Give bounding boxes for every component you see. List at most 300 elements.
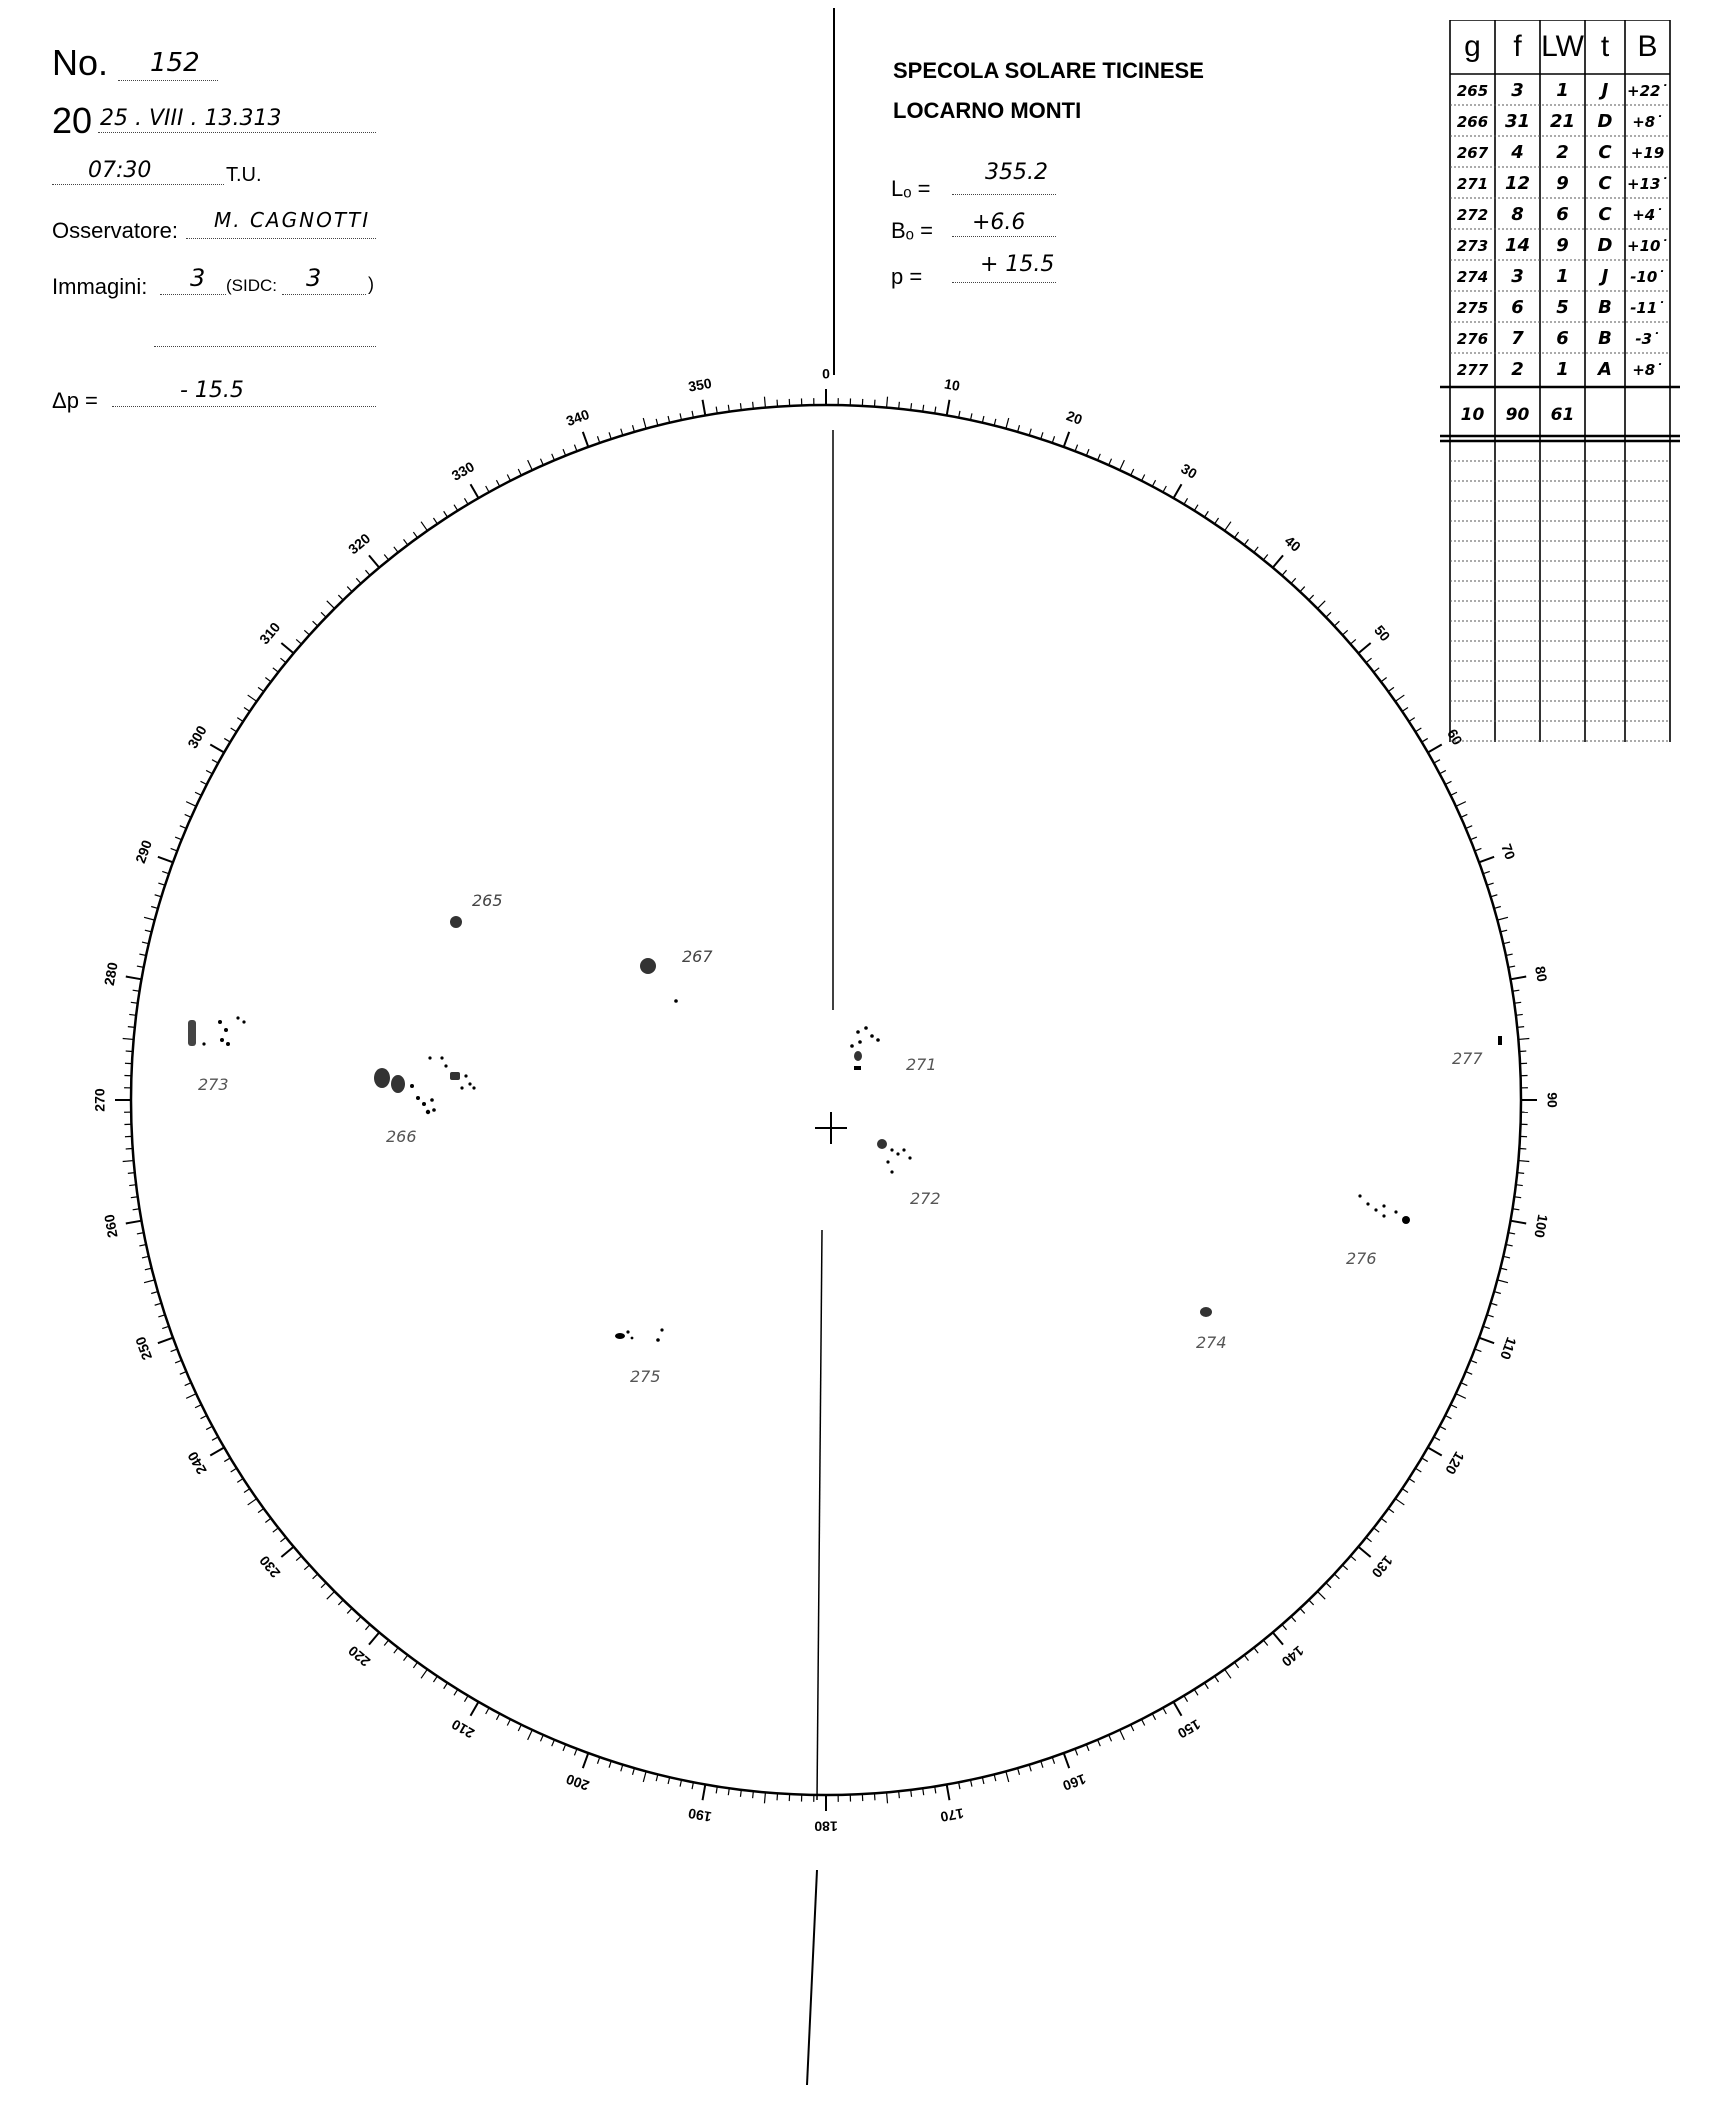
table-cell: 2	[1511, 359, 1524, 380]
degree-tick	[887, 1792, 888, 1803]
degree-tick	[1500, 1268, 1507, 1270]
degree-tick	[265, 678, 271, 682]
degree-tick	[1351, 639, 1356, 644]
degree-tick	[210, 1448, 224, 1456]
degree-tick	[1120, 1730, 1125, 1740]
degree-tick	[237, 1479, 243, 1483]
scale-label-120: 120	[1442, 1449, 1468, 1478]
degree-tick	[1194, 505, 1198, 511]
degree-tick	[171, 1349, 178, 1352]
degree-tick	[982, 416, 984, 423]
degree-tick	[1205, 511, 1209, 517]
degree-tick	[1086, 1744, 1089, 1750]
degree-tick	[244, 1489, 250, 1493]
scale-label-170: 170	[939, 1805, 966, 1826]
degree-tick	[911, 1790, 912, 1797]
degree-tick	[486, 486, 489, 492]
degree-tick	[1244, 539, 1248, 545]
degree-tick	[1451, 792, 1457, 795]
degree-tick	[1282, 1625, 1287, 1630]
table-cell: 272	[1456, 206, 1489, 224]
degree-tick	[1497, 1280, 1508, 1283]
degree-tick	[947, 400, 950, 416]
degree-tick	[1184, 1696, 1188, 1702]
degree-tick	[911, 403, 912, 410]
sunspots-273	[188, 1016, 246, 1046]
degree-tick	[1479, 857, 1494, 862]
degree-tick	[621, 1765, 623, 1772]
table-cell: C	[1598, 173, 1612, 194]
degree-tick	[142, 1256, 149, 1258]
degree-tick	[384, 554, 388, 559]
table-cell: 273	[1456, 237, 1489, 255]
degree-tick	[609, 432, 611, 439]
degree-tick	[597, 436, 599, 443]
degree-tick	[126, 1221, 142, 1224]
group-label-267: 267	[682, 947, 713, 966]
degree-tick	[195, 1405, 201, 1408]
degree-tick	[1518, 1161, 1529, 1162]
observer-value: M. CAGNOTTI	[214, 208, 371, 232]
table-cell: 267	[1456, 144, 1489, 162]
degree-tick	[186, 802, 196, 807]
degree-tick	[1510, 1221, 1526, 1224]
degree-tick	[1409, 1479, 1415, 1483]
degree-tick	[1445, 781, 1451, 784]
degree-ticks	[115, 389, 1537, 1811]
group-label-275: 275	[630, 1367, 661, 1386]
degree-tick	[1041, 432, 1043, 439]
images-label: Immagini:	[52, 274, 148, 299]
sunspots-271	[850, 1026, 880, 1070]
degree-tick	[1326, 612, 1331, 617]
degree-tick	[1142, 475, 1145, 481]
degree-tick	[413, 1662, 417, 1668]
table-header-f: f	[1513, 30, 1522, 63]
table-cell: +8˙	[1632, 361, 1663, 379]
table-cell: 2	[1556, 142, 1569, 163]
degree-tick	[201, 781, 207, 784]
degree-tick	[1466, 826, 1472, 829]
degree-tick	[1254, 1648, 1258, 1654]
degree-tick	[1152, 480, 1155, 486]
degree-tick	[139, 954, 146, 955]
degree-tick	[1456, 802, 1466, 807]
degree-tick	[1152, 1714, 1155, 1720]
degree-tick	[1487, 883, 1494, 885]
table-cell: A	[1598, 359, 1612, 380]
scale-label-100: 100	[1531, 1213, 1552, 1240]
degree-tick	[1506, 954, 1513, 955]
degree-tick	[1334, 621, 1339, 626]
degree-tick	[563, 1744, 566, 1750]
table-cell: -3˙	[1635, 330, 1660, 348]
degree-tick	[1317, 1591, 1325, 1599]
degree-tick	[1475, 1349, 1482, 1352]
degree-tick	[212, 760, 218, 763]
degree-tick	[574, 445, 577, 452]
sidc-label: (SIDC:	[226, 276, 277, 295]
degree-tick	[1517, 1027, 1524, 1028]
degree-tick	[1052, 1757, 1054, 1764]
degree-tick	[175, 1360, 181, 1363]
table-cell: 6	[1556, 328, 1569, 349]
scale-label-270: 270	[91, 1088, 108, 1112]
degree-tick	[123, 1038, 134, 1039]
degree-tick	[404, 1655, 408, 1661]
degree-tick	[1428, 1448, 1442, 1456]
degree-tick	[1366, 1537, 1371, 1541]
table-header-g: g	[1464, 30, 1481, 63]
degree-tick	[887, 397, 888, 408]
degree-tick	[1516, 1014, 1523, 1015]
degree-scale-labels	[92, 366, 1561, 1835]
degree-tick	[680, 413, 681, 420]
degree-tick	[1487, 1315, 1494, 1317]
table-cell: 21	[1549, 111, 1576, 132]
degree-tick	[1109, 1735, 1112, 1741]
table-cell: 31	[1504, 111, 1531, 132]
degree-tick	[1029, 1765, 1031, 1772]
degree-tick	[384, 1640, 388, 1645]
scale-label-220: 220	[345, 1642, 374, 1671]
degree-tick	[643, 418, 646, 429]
degree-tick	[656, 1774, 658, 1781]
degree-tick	[171, 848, 178, 851]
degree-tick	[583, 432, 588, 447]
degree-tick	[201, 1416, 207, 1419]
degree-tick	[365, 1625, 370, 1630]
scale-label-200: 200	[563, 1770, 592, 1795]
degree-tick	[1415, 1468, 1421, 1472]
degree-tick	[142, 942, 149, 944]
degree-tick	[244, 707, 250, 711]
degree-tick	[1358, 643, 1370, 653]
degree-tick	[1388, 1509, 1394, 1513]
degree-tick	[180, 826, 186, 829]
table-cell: 266	[1456, 113, 1489, 131]
degree-tick	[1428, 745, 1442, 753]
degree-tick	[139, 1244, 146, 1245]
degree-tick	[1263, 1640, 1267, 1645]
degree-tick	[574, 1749, 577, 1756]
degree-tick	[1086, 449, 1089, 455]
degree-tick	[1491, 895, 1498, 897]
degree-tick	[313, 1574, 318, 1579]
degree-tick	[1351, 1556, 1356, 1561]
degree-tick	[1374, 668, 1380, 672]
scale-label-110: 110	[1497, 1335, 1520, 1362]
degree-tick	[1174, 1702, 1182, 1716]
time-value: 07:30	[88, 158, 152, 183]
bo-label: Bₒ =	[891, 218, 933, 243]
degree-tick	[1317, 601, 1325, 609]
degree-tick	[1479, 1338, 1494, 1343]
degree-tick	[296, 639, 301, 644]
degree-tick	[237, 718, 243, 722]
degree-tick	[433, 1676, 437, 1682]
degree-tick	[158, 1315, 165, 1317]
table-header-B: B	[1637, 30, 1658, 63]
degree-tick	[421, 1669, 427, 1678]
degree-tick	[1235, 532, 1239, 538]
degree-tick	[583, 1753, 588, 1768]
scale-label-50: 50	[1371, 622, 1394, 645]
table-cell: 274	[1456, 268, 1489, 286]
scale-label-40: 40	[1281, 532, 1304, 555]
table-cell: +10˙	[1627, 237, 1668, 255]
degree-tick	[471, 484, 479, 498]
degree-tick	[528, 1730, 533, 1740]
degree-tick	[1510, 977, 1526, 980]
degree-tick	[1409, 718, 1415, 722]
degree-tick	[1395, 1499, 1404, 1505]
degree-tick	[224, 1458, 230, 1462]
degree-tick	[1374, 1528, 1380, 1532]
degree-tick	[369, 555, 379, 567]
degree-tick	[1517, 1173, 1524, 1174]
year-prefix: 20	[52, 100, 93, 141]
table-cell: B	[1598, 328, 1612, 349]
degree-tick	[1215, 518, 1219, 524]
degree-tick	[1041, 1761, 1043, 1768]
table-cell: 8	[1511, 204, 1524, 225]
degree-tick	[486, 1708, 489, 1714]
degree-tick	[1366, 658, 1371, 662]
degree-tick	[970, 1780, 971, 1787]
group-label-277: 277	[1452, 1049, 1483, 1068]
degree-tick	[356, 578, 361, 583]
sunspot-277	[1498, 1036, 1502, 1045]
degree-tick	[1029, 429, 1031, 436]
degree-tick	[1470, 837, 1476, 840]
degree-tick	[1215, 1676, 1219, 1682]
degree-tick	[994, 419, 996, 426]
degree-tick	[753, 1791, 754, 1798]
scale-label-240: 240	[184, 1449, 210, 1478]
degree-tick	[1440, 1426, 1446, 1429]
degree-tick	[1075, 1749, 1078, 1756]
degree-tick	[1131, 1725, 1134, 1731]
scale-label-10: 10	[943, 375, 962, 394]
degree-tick	[126, 977, 142, 980]
scale-label-300: 300	[184, 722, 210, 751]
degree-tick	[994, 1774, 996, 1781]
degree-tick	[158, 857, 173, 862]
scale-label-90: 90	[1544, 1092, 1561, 1108]
degree-tick	[1326, 1583, 1331, 1588]
degree-tick	[195, 792, 201, 795]
table-cell: 1	[1556, 266, 1569, 287]
degree-tick	[129, 1185, 136, 1186]
table-cell: D	[1597, 235, 1613, 256]
degree-tick	[1309, 1600, 1314, 1605]
axis-line-bottom	[807, 1870, 817, 2085]
degree-tick	[1342, 630, 1347, 635]
degree-tick	[740, 1790, 741, 1797]
scale-label-330: 330	[448, 458, 477, 484]
degree-tick	[1395, 695, 1404, 701]
degree-tick	[128, 1027, 135, 1028]
scale-label-0: 0	[822, 365, 830, 382]
degree-tick	[210, 745, 224, 753]
degree-tick	[1461, 1383, 1467, 1386]
degree-tick	[552, 1740, 555, 1746]
degree-tick	[1451, 1405, 1457, 1408]
scale-label-340: 340	[563, 405, 592, 430]
degree-tick	[273, 668, 279, 672]
degree-tick	[185, 814, 191, 817]
scale-label-290: 290	[131, 837, 156, 866]
degree-tick	[1518, 1038, 1529, 1039]
degree-tick	[162, 1326, 169, 1328]
degree-tick	[1497, 917, 1508, 920]
degree-tick	[444, 1683, 448, 1689]
table-cell: 5	[1556, 297, 1569, 318]
sunspot-265	[450, 916, 462, 928]
table-cell: +19	[1630, 144, 1665, 162]
degree-tick	[129, 1014, 136, 1015]
degree-tick	[540, 1735, 543, 1741]
degree-tick	[1205, 1683, 1209, 1689]
table-cell: J	[1601, 80, 1609, 101]
degree-tick	[970, 413, 971, 420]
group-label-271: 271	[906, 1055, 937, 1074]
scale-label-230: 230	[255, 1552, 284, 1581]
table-cell: -10˙	[1630, 268, 1665, 286]
table-cell: +22˙	[1627, 82, 1668, 100]
degree-tick	[1120, 460, 1125, 470]
degree-tick	[296, 1556, 301, 1561]
scale-label-80: 80	[1532, 964, 1551, 983]
degree-tick	[369, 1632, 379, 1644]
degree-tick	[1075, 445, 1078, 452]
degree-tick	[224, 738, 230, 742]
degree-tick	[347, 587, 352, 592]
degree-tick	[145, 930, 152, 932]
degree-tick	[764, 1792, 765, 1803]
degree-tick	[1470, 1360, 1476, 1363]
scale-label-20: 20	[1064, 407, 1085, 428]
degree-tick	[258, 687, 264, 691]
degree-tick	[643, 1771, 646, 1782]
degree-tick	[563, 449, 566, 455]
degree-tick	[1422, 1458, 1428, 1462]
degree-tick	[1483, 1326, 1490, 1328]
date-value: 25 . VIII . 13.313	[100, 106, 282, 131]
group-label-265: 265	[472, 891, 503, 910]
lo-label: Lₒ =	[891, 176, 931, 201]
degree-tick	[552, 454, 555, 460]
table-cell: 9	[1556, 173, 1569, 194]
degree-tick	[1381, 1518, 1387, 1522]
table-cell: B	[1598, 297, 1612, 318]
degree-tick	[206, 770, 212, 773]
degree-tick	[597, 1757, 599, 1764]
degree-tick	[1163, 486, 1166, 492]
degree-tick	[356, 1616, 361, 1621]
degree-tick	[1506, 1244, 1513, 1245]
scale-label-30: 30	[1178, 460, 1200, 482]
table-cell: 3	[1511, 266, 1524, 287]
degree-tick	[507, 1719, 510, 1725]
degree-tick	[1291, 1616, 1296, 1621]
p-value: + 15.5	[980, 252, 1055, 277]
degree-tick	[421, 522, 427, 531]
delta-p-label: Δp =	[52, 388, 98, 413]
sunspots-276	[1358, 1194, 1410, 1224]
degree-tick	[1440, 770, 1446, 773]
degree-tick	[265, 1518, 271, 1522]
degree-tick	[1434, 1437, 1440, 1440]
scale-label-130: 130	[1368, 1552, 1397, 1581]
degree-tick	[338, 595, 343, 600]
degree-tick	[180, 1372, 186, 1375]
degree-tick	[258, 1509, 264, 1513]
table-cell: D	[1597, 111, 1613, 132]
degree-tick	[496, 1714, 499, 1720]
degree-tick	[1466, 1372, 1472, 1375]
degree-tick	[1309, 595, 1314, 600]
degree-tick	[158, 1338, 173, 1343]
degree-tick	[1291, 578, 1296, 583]
degree-tick	[1064, 1753, 1069, 1768]
degree-tick	[394, 1648, 398, 1654]
degree-tick	[703, 1784, 706, 1800]
scale-label-320: 320	[345, 529, 374, 558]
degree-tick	[1254, 547, 1258, 553]
degree-tick	[464, 498, 468, 504]
group-label-274: 274	[1196, 1333, 1227, 1352]
sunspots-272	[877, 1139, 912, 1174]
table-cell: +8˙	[1632, 113, 1663, 131]
degree-tick	[1235, 1662, 1239, 1668]
degree-tick	[621, 429, 623, 436]
degree-tick	[186, 1394, 196, 1399]
table-cell: +4˙	[1632, 206, 1663, 224]
degree-tick	[327, 601, 335, 609]
degree-tick	[1098, 454, 1101, 460]
degree-tick	[394, 547, 398, 553]
observer-label: Osservatore:	[52, 218, 178, 243]
degree-tick	[231, 1468, 237, 1472]
degree-tick	[1503, 1256, 1510, 1258]
table-cell: 271	[1456, 175, 1489, 193]
degree-tick	[212, 1437, 218, 1440]
table-cell: +13˙	[1627, 175, 1668, 193]
degree-tick	[155, 1303, 162, 1305]
degree-tick	[273, 1528, 279, 1532]
degree-tick	[899, 402, 900, 409]
table-cell: 275	[1456, 299, 1489, 317]
table-cell: C	[1598, 204, 1612, 225]
sunspot-267	[640, 958, 656, 974]
degree-tick	[338, 1600, 343, 1605]
group-label-266: 266	[386, 1127, 417, 1146]
table-cell: 9	[1556, 235, 1569, 256]
degree-tick	[1516, 1185, 1523, 1186]
sunspot-group-table	[1440, 20, 1680, 742]
table-header-LW: LW	[1541, 30, 1584, 63]
group-label-273: 273	[198, 1075, 229, 1094]
sunspots-275	[615, 1328, 664, 1341]
table-cell: J	[1601, 266, 1609, 287]
bo-value: +6.6	[972, 210, 1026, 235]
degree-tick	[144, 1280, 155, 1283]
table-cell: 6	[1556, 204, 1569, 225]
degree-tick	[1300, 587, 1305, 592]
degree-tick	[162, 871, 169, 873]
